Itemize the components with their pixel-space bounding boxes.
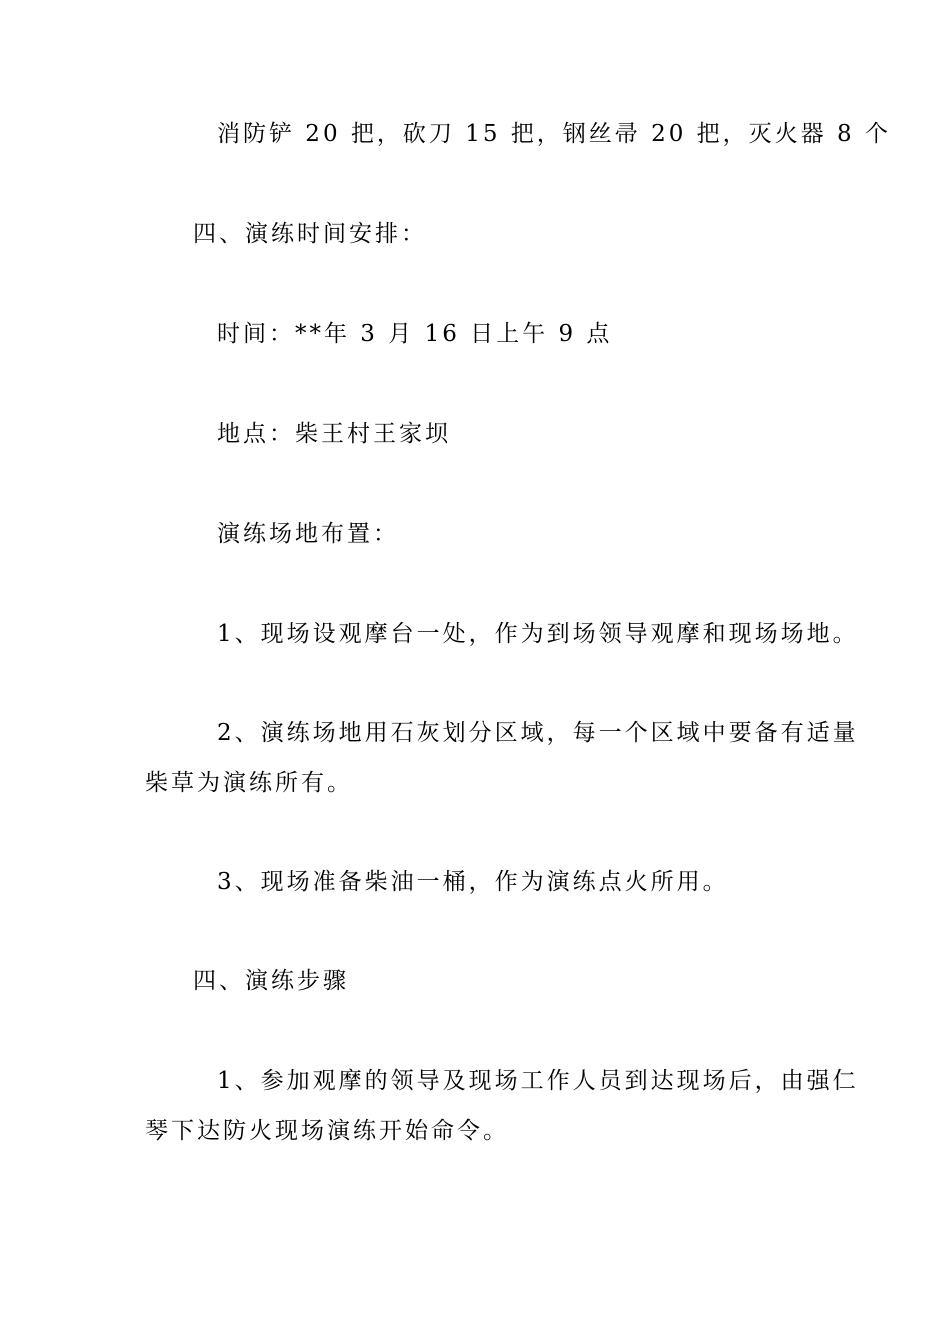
list-item-step-1-line1: 1、参加观摩的领导及现场工作人员到达现场后，由强仁 — [217, 1068, 859, 1094]
paragraph-site-layout-heading: 演练场地布置： — [217, 521, 399, 547]
paragraph-time: 时间：**年 3 月 16 日上午 9 点 — [217, 321, 613, 347]
section-heading-schedule: 四、演练时间安排： — [193, 221, 427, 247]
list-item-step-1-line2: 琴下达防火现场演练开始命令。 — [145, 1118, 509, 1144]
paragraph-equipment-list: 消防铲 20 把，砍刀 15 把，钢丝帚 20 把，灭火器 8 个 — [217, 121, 891, 147]
list-item-site-3: 3、现场准备柴油一桶，作为演练点火所用。 — [217, 869, 729, 895]
list-item-site-2-line2: 柴草为演练所有。 — [145, 770, 353, 796]
paragraph-location: 地点：柴王村王家坝 — [217, 421, 451, 447]
list-item-site-1: 1、现场设观摩台一处，作为到场领导观摩和现场场地。 — [217, 621, 859, 647]
list-item-site-2-line1: 2、演练场地用石灰划分区域，每一个区域中要备有适量 — [217, 720, 859, 746]
section-heading-steps: 四、演练步骤 — [193, 968, 349, 994]
